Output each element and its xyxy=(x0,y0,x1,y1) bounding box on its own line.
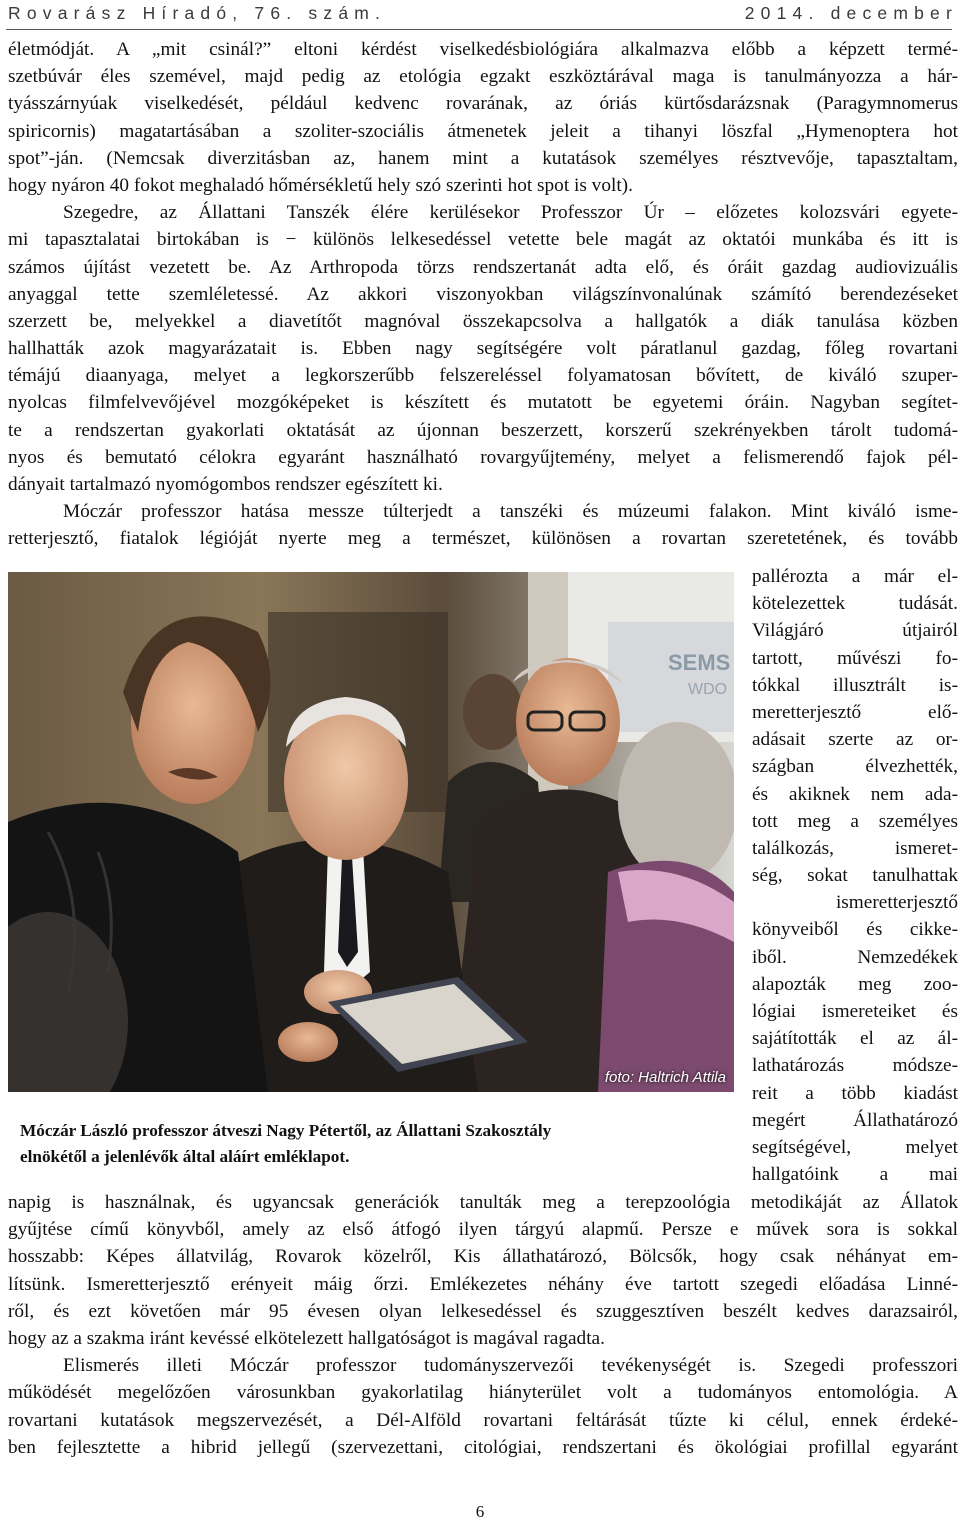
text-line: Világjáró útjairól xyxy=(752,620,958,642)
text-line: spot”-ján. (Nemcsak diverzitásban az, hanem mint a kutatások személyes résztvevője, tapasztaltam, xyxy=(8,147,958,169)
text-line: megért Állathatározó xyxy=(752,1109,958,1131)
running-header xyxy=(8,0,958,28)
paragraph-start: Móczár professzor hatása messze túlterjedt a tanszéki és múzeumi falakon. Mint kiváló isme- xyxy=(63,501,958,523)
text-line: sajátították el az ál- xyxy=(752,1028,958,1050)
text-line: anyaggal tette szemléletessé. Az akkori viszonyokban világszínvonalúnak számító berendezéseket xyxy=(8,283,958,305)
figure-caption xyxy=(20,1118,710,1170)
text-line: nyolcas filmfelvevőjével mozgóképeket is készített és mutatott be egyetemi óráin. Nagyban segítet- xyxy=(8,392,958,414)
text-line: számos újítást vezetett be. Az Arthropoda törzs rendszertanát adta elő, és óráit gazdag audiovizuális xyxy=(8,256,958,278)
text-line: tartott, művészi fo- xyxy=(752,647,958,669)
text-line: alapozták meg zoo- xyxy=(752,973,958,995)
text-line: találkozás, ismeret- xyxy=(752,837,958,859)
text-line: ség, sokat tanulhattak xyxy=(752,865,958,887)
text-line: működését megelőzően városunkban gyakorlatilag hiányterület volt a tudományos entomológia. A xyxy=(8,1382,958,1404)
body-text-top xyxy=(8,36,958,553)
text-line: napig is használnak, és ugyancsak generációk tanulták meg a terepzoológia metodikáját az Állatok xyxy=(8,1192,958,1213)
caption-line: elnökétől a jelenlévők által aláírt emléklapot. xyxy=(20,1147,350,1166)
text-line: reit a több kiadást xyxy=(752,1082,958,1104)
text-line: szágban élvezhették, xyxy=(752,756,958,778)
text-line: dányait tartalmazó nyomógombos rendszer egészített ki. xyxy=(8,474,443,495)
text-line: spiricornis) magatartásában a szoliter-szociális átmenetek jeleit a tihanyi löszfal „Hymenoptera hot xyxy=(8,120,958,142)
text-line: hogy nyáron 40 fokot meghaladó hőmérsékletű hely szó szerinti hot spot is volt). xyxy=(8,174,633,196)
text-line: hallgatóink a mai xyxy=(752,1164,958,1186)
text-line: hogy az a szakma iránt kevéssé elkötelezett hallgatóságot is magával ragadta. xyxy=(8,1327,605,1349)
sign-text: SEMS xyxy=(668,650,731,675)
text-line: hosszabb: Képes állatvilág, Rovarok közelről, Kis állathatározó, Bölcsők, hogy csak néhányat em- xyxy=(8,1246,958,1268)
text-line: életmódját. A „mit csinál?” eltoni kérdést viselkedésbiológiára alkalmazva előbb a képzett termé- xyxy=(8,39,958,60)
header-rule xyxy=(6,29,952,30)
text-line: gyűjtése című könyvből, amely az első átfogó ilyen tárgyú alapmű. Persze e művek sora is sokkal xyxy=(8,1219,958,1241)
text-line: segítségével, melyet xyxy=(752,1136,958,1158)
text-line: pallérozta a már el- xyxy=(752,566,958,587)
paragraph-start: Elismerés illeti Móczár professzor tudományszervezői tevékenységét is. Szegedi professzori xyxy=(63,1355,958,1377)
caption-line: Móczár László professzor átveszi Nagy Pétertől, az Állattani Szakosztály xyxy=(20,1121,552,1140)
text-line: és akiknek nem ada- xyxy=(752,783,958,805)
text-line: tókkal illusztrált is- xyxy=(752,674,958,696)
photo-illustration xyxy=(8,572,734,1092)
text-line: retterjesztő, fiatalok légióját nyerte meg a természet, különösen a rovartan szeretetének, és tovább xyxy=(8,528,958,550)
text-line: lógiai ismereteiket és xyxy=(752,1001,958,1022)
text-line: témájú diaanyaga, melyet a legkorszerűbb felszereléssel folyamatosan bővített, de kiváló szuper- xyxy=(8,365,958,387)
text-line: lítsünk. Ismeretterjesztő erényeit máig őrzi. Emlékezetes néhány éve tartott szegedi előadása Linné- xyxy=(8,1273,958,1295)
text-line: szetbúvár éles szemével, majd pedig az etológia egzakt eszköztárával maga is tanulmányozza a hár- xyxy=(8,66,958,88)
text-line: meretterjesztő elő- xyxy=(752,701,958,723)
text-line: tyásszárnyúak viselkedését, például kedvenc rovarának, az óriás kürtősdarázsnak (Paragymnomerus xyxy=(8,93,958,115)
sign-text: WDO xyxy=(688,681,728,698)
publication-title: Rovarász Híradó, 76. szám. xyxy=(8,3,387,23)
text-line: szerzett be, melyekkel a diavetítőt magnóval összekapcsolva a hallgatók a diák tanulása közben xyxy=(8,310,958,332)
text-line: iből. Nemzedékek xyxy=(752,946,958,968)
issue-date: 2014. december xyxy=(744,3,958,23)
paragraph-start: Szegedre, az Állattani Tanszék élére kerülésekor Professzor Úr – előzetes kolozsvári egyete- xyxy=(63,202,958,224)
text-line: tott meg a személyes xyxy=(752,810,958,832)
body-text-bottom xyxy=(8,1189,958,1461)
text-line: rovartani kutatások megszervezését, a Dél-Alföld rovartani feltárását tűzte ki célul, ennek érdeké- xyxy=(8,1409,958,1431)
text-line: ről, és ezt követően már 95 évesen olyan lelkesedéssel és szuggesztíven beszélt kedves darazsairól, xyxy=(8,1300,958,1322)
text-line: te a rendszertan gyakorlati oktatását az újonnan beszerzett, korszerű szekrényekben tárolt tudomá- xyxy=(8,419,958,441)
photo-credit: foto: Haltrich Attila xyxy=(604,1069,726,1086)
figure-photo xyxy=(8,572,734,1092)
page-number: 6 xyxy=(475,1502,485,1521)
text-line: adásait szerte az or- xyxy=(752,729,958,751)
text-line: nyos és bemutató célokra egyaránt használható rovargyűjtemény, melyet a felismerendő fajok pél- xyxy=(8,446,958,468)
sidebar-text xyxy=(752,563,958,1188)
text-line: könyveiből és cikke- xyxy=(752,919,958,941)
text-line: ben fejlesztette a hibrid jellegű (szervezettani, citológiai, rendszertani és ökológiai profillal egyaránt xyxy=(8,1436,958,1458)
text-line: hallhatták azok magyarázatait is. Ebben nagy segítségére volt páratlanul gazdag, főleg rovartani xyxy=(8,338,958,360)
text-line: ismeretterjesztő xyxy=(835,892,958,914)
text-line: lathatározás módsze- xyxy=(752,1055,958,1077)
text-line: mi tapasztalatai birtokában is − különös lelkesedéssel vetette bele magát az oktatói munkába és itt is xyxy=(8,229,958,251)
text-line: kötelezettek tudását. xyxy=(752,593,958,615)
